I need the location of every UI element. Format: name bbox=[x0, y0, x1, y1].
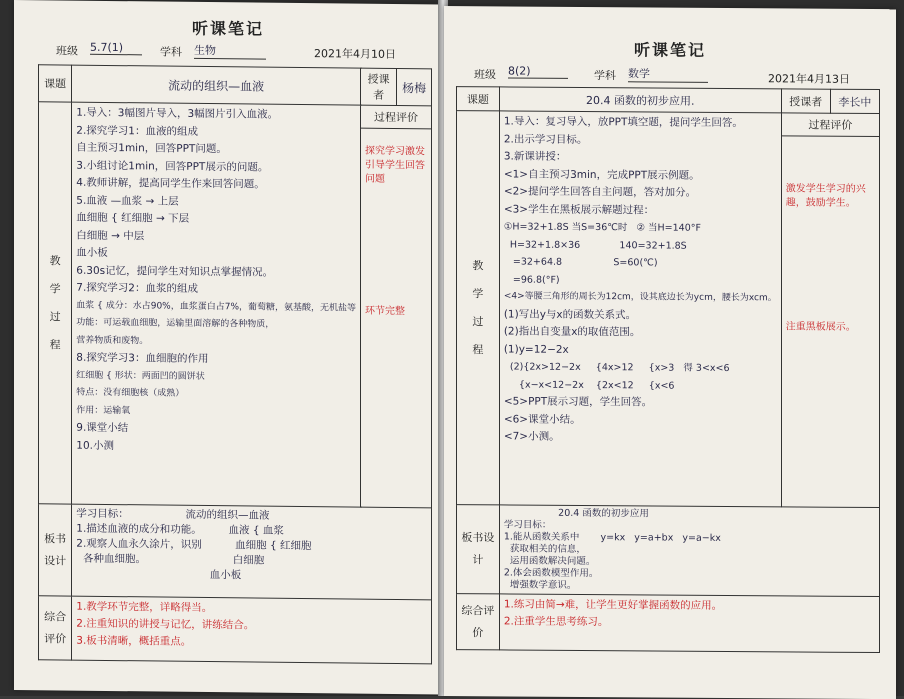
step-line: 自主预习1min，回答PPT问题。 bbox=[76, 141, 227, 156]
step-line: <1>自主预习3min，完成PPT展示例题。 bbox=[503, 167, 700, 182]
process-label bbox=[457, 111, 500, 505]
eval-label: 综合评价 bbox=[39, 596, 72, 660]
subject-label: 学科 bbox=[594, 69, 616, 83]
process-label-char: 教 bbox=[472, 258, 484, 272]
eval-line: 1.教学环节完整，详略得当。 bbox=[76, 600, 213, 615]
board-label: 板书设计 bbox=[39, 504, 72, 596]
step-line: 5.血液 —血浆 → 上层 bbox=[76, 194, 179, 208]
process-label-char: 教 bbox=[49, 253, 61, 267]
class-value: 5.7(1) bbox=[90, 41, 142, 56]
board-label: 板书设计 bbox=[457, 505, 500, 594]
subject-value: 数学 bbox=[628, 65, 708, 83]
left-page-meta bbox=[38, 40, 432, 62]
step-line: 3.新课讲授： bbox=[503, 150, 567, 163]
step-line: 2.探究学习1：血液的组成 bbox=[76, 124, 198, 138]
right-page-meta bbox=[468, 64, 886, 86]
teacher-value: 李长中 bbox=[830, 89, 879, 113]
board-content bbox=[499, 505, 879, 597]
step-line: 1.导入：复习导入，放PPT填空题，提问学生回答。 bbox=[503, 115, 743, 130]
step-line: H=32+1.8×36 140=32+1.8S bbox=[503, 238, 687, 252]
step-line: 2.出示学习目标。 bbox=[503, 132, 588, 146]
process-label bbox=[39, 102, 72, 504]
step-line: 红细胞 { 形状：两面凹的圆饼状 bbox=[76, 370, 205, 382]
process-label-char: 过 bbox=[49, 309, 61, 323]
board-line: 1.能从函数关系中 y=kx y=a+bx y=a−kx bbox=[503, 531, 721, 544]
step-line: <6>课堂小结。 bbox=[503, 412, 581, 426]
step-line: 10.小测 bbox=[76, 439, 114, 452]
step-line: ①H=32+1.8S 当S=36℃时 ② 当H=140°F bbox=[503, 221, 701, 234]
red-note: 注重黑板展示。 bbox=[785, 321, 856, 333]
step-line: 1.导入：3幅图片导入，3幅图片引入血液。 bbox=[76, 106, 279, 121]
process-label-char: 学 bbox=[49, 281, 61, 295]
right-page-title: 听课笔记 bbox=[633, 40, 706, 60]
topic-value: 20.4 函数的初步应用. bbox=[499, 87, 781, 113]
step-line: 4.教师讲解，提高同学生作来回答问题。 bbox=[76, 176, 265, 191]
step-line: 7.探究学习2：血浆的组成 bbox=[76, 281, 198, 295]
topic-value: 流动的组织—血液 bbox=[72, 65, 361, 105]
step-line: =32+64.8 S=60(℃) bbox=[503, 256, 658, 269]
step-line: <4>等腰三角形的周长为12cm，设其底边长为ycm，腰长为xcm。 bbox=[503, 291, 777, 304]
board-line: 2.体会函数模型作用。 bbox=[503, 567, 599, 580]
step-line: 白细胞 → 中层 bbox=[76, 229, 145, 242]
left-page-title: 听课笔记 bbox=[191, 18, 264, 39]
step-line: 6.30s记忆，提问学生对知识点掌握情况。 bbox=[76, 264, 274, 279]
step-line: 8.探究学习3：血细胞的作用 bbox=[76, 351, 209, 366]
eval-label: 综合评价 bbox=[457, 594, 500, 650]
board-line: 增强数学意识。 bbox=[503, 579, 577, 591]
step-line: 作用：运输氧 bbox=[76, 405, 131, 416]
board-line: 学习目标： 流动的组织—血液 bbox=[76, 507, 270, 522]
process-label-char: 过 bbox=[472, 314, 484, 328]
board-line: 获取相关的信息， bbox=[503, 543, 586, 555]
class-value: 8(2) bbox=[508, 64, 568, 78]
class-label: 班级 bbox=[474, 68, 496, 82]
date: 2021年4月10日 bbox=[314, 47, 396, 62]
board-line: 运用函数解决问题。 bbox=[503, 555, 596, 568]
step-line: 功能：可运载血细胞，运输里面溶解的各种物质， bbox=[76, 317, 275, 330]
subject-label: 学科 bbox=[160, 45, 182, 59]
board-line: 学习目标： bbox=[503, 519, 552, 531]
teacher-label: 授课者 bbox=[781, 89, 830, 113]
process-eval-column bbox=[781, 113, 879, 508]
date: 2021年4月13日 bbox=[768, 72, 850, 86]
step-line: (1)y=12−2x bbox=[503, 342, 569, 356]
board-content bbox=[72, 504, 432, 600]
process-eval-header: 过程评价 bbox=[782, 113, 879, 137]
class-label: 班级 bbox=[56, 44, 78, 58]
process-label-char: 程 bbox=[49, 337, 61, 351]
step-line: <5>PPT展示习题，学生回答。 bbox=[503, 395, 653, 409]
board-line: 1.描述血液的成分和功能。 血液 { 血浆 bbox=[76, 522, 284, 537]
red-note: 探究学习激发引导学生回答问题 bbox=[365, 145, 425, 185]
teacher-label: 授课者 bbox=[361, 68, 397, 105]
step-line: <7>小测。 bbox=[503, 430, 560, 443]
right-notes-table bbox=[456, 86, 880, 653]
eval-line: 3.板书清晰，概括重点。 bbox=[76, 634, 192, 648]
step-line: 血细胞 { 红细胞 → 下层 bbox=[76, 211, 190, 225]
step-line: 营养物质和废物。 bbox=[76, 335, 149, 346]
subject-value: 生物 bbox=[194, 42, 266, 60]
step-line: (1)写出y与x的函数关系式。 bbox=[503, 307, 637, 321]
red-note: 激发学生学习的兴趣，鼓励学生。 bbox=[785, 183, 866, 209]
step-line: 血浆 { 成分：水占90%，血浆蛋白占7%，葡萄糖，氨基酸，无机盐等 bbox=[76, 300, 356, 314]
board-line: 各种血细胞。 白细胞 bbox=[76, 552, 265, 567]
left-page bbox=[14, 0, 442, 694]
topic-label: 课题 bbox=[457, 87, 500, 111]
step-line: <3>学生在黑板展示解题过程： bbox=[503, 202, 655, 216]
step-line: {x−x<12−2x {2x<12 {x<6 bbox=[503, 378, 675, 392]
overall-eval bbox=[72, 596, 432, 664]
process-eval-header: 过程评价 bbox=[361, 106, 431, 130]
eval-line: 2.注重知识的讲授与记忆，讲练结合。 bbox=[76, 617, 255, 632]
step-line: 血小板 bbox=[76, 246, 108, 259]
topic-label: 课题 bbox=[39, 65, 72, 102]
process-label-char: 学 bbox=[472, 286, 484, 300]
right-page bbox=[444, 6, 896, 699]
board-line: 20.4 函数的初步应用 bbox=[503, 507, 649, 520]
board-line: 2.观察人血永久涂片，识别 血细胞 { 红细胞 bbox=[76, 537, 312, 553]
eval-line: 1.练习由简→难，让学生更好掌握函数的应用。 bbox=[503, 598, 723, 612]
step-line: =96.8(°F) bbox=[503, 273, 560, 286]
teaching-steps bbox=[72, 102, 361, 507]
step-line: 9.课堂小结 bbox=[76, 421, 129, 435]
process-eval-column bbox=[361, 105, 432, 508]
overall-eval bbox=[499, 594, 879, 653]
teacher-value: 杨梅 bbox=[397, 69, 432, 106]
teaching-steps bbox=[499, 111, 781, 507]
red-note: 环节完整 bbox=[365, 305, 405, 318]
step-line: 特点：没有细胞核（成熟） bbox=[76, 387, 185, 399]
board-line: 血小板 bbox=[76, 567, 242, 582]
process-label-char: 程 bbox=[472, 342, 484, 356]
step-line: (2){2x>12−2x {4x>12 {x>3 得 3<x<6 bbox=[503, 361, 730, 374]
left-notes-table bbox=[38, 64, 432, 664]
step-line: <2>提问学生回答自主问题，答对加分。 bbox=[503, 185, 697, 199]
step-line: (2)指出自变量x的取值范围。 bbox=[503, 325, 641, 339]
step-line: 3.小组讨论1min，回答PPT展示的问题。 bbox=[76, 159, 269, 174]
eval-line: 2.注重学生思考练习。 bbox=[503, 615, 609, 629]
